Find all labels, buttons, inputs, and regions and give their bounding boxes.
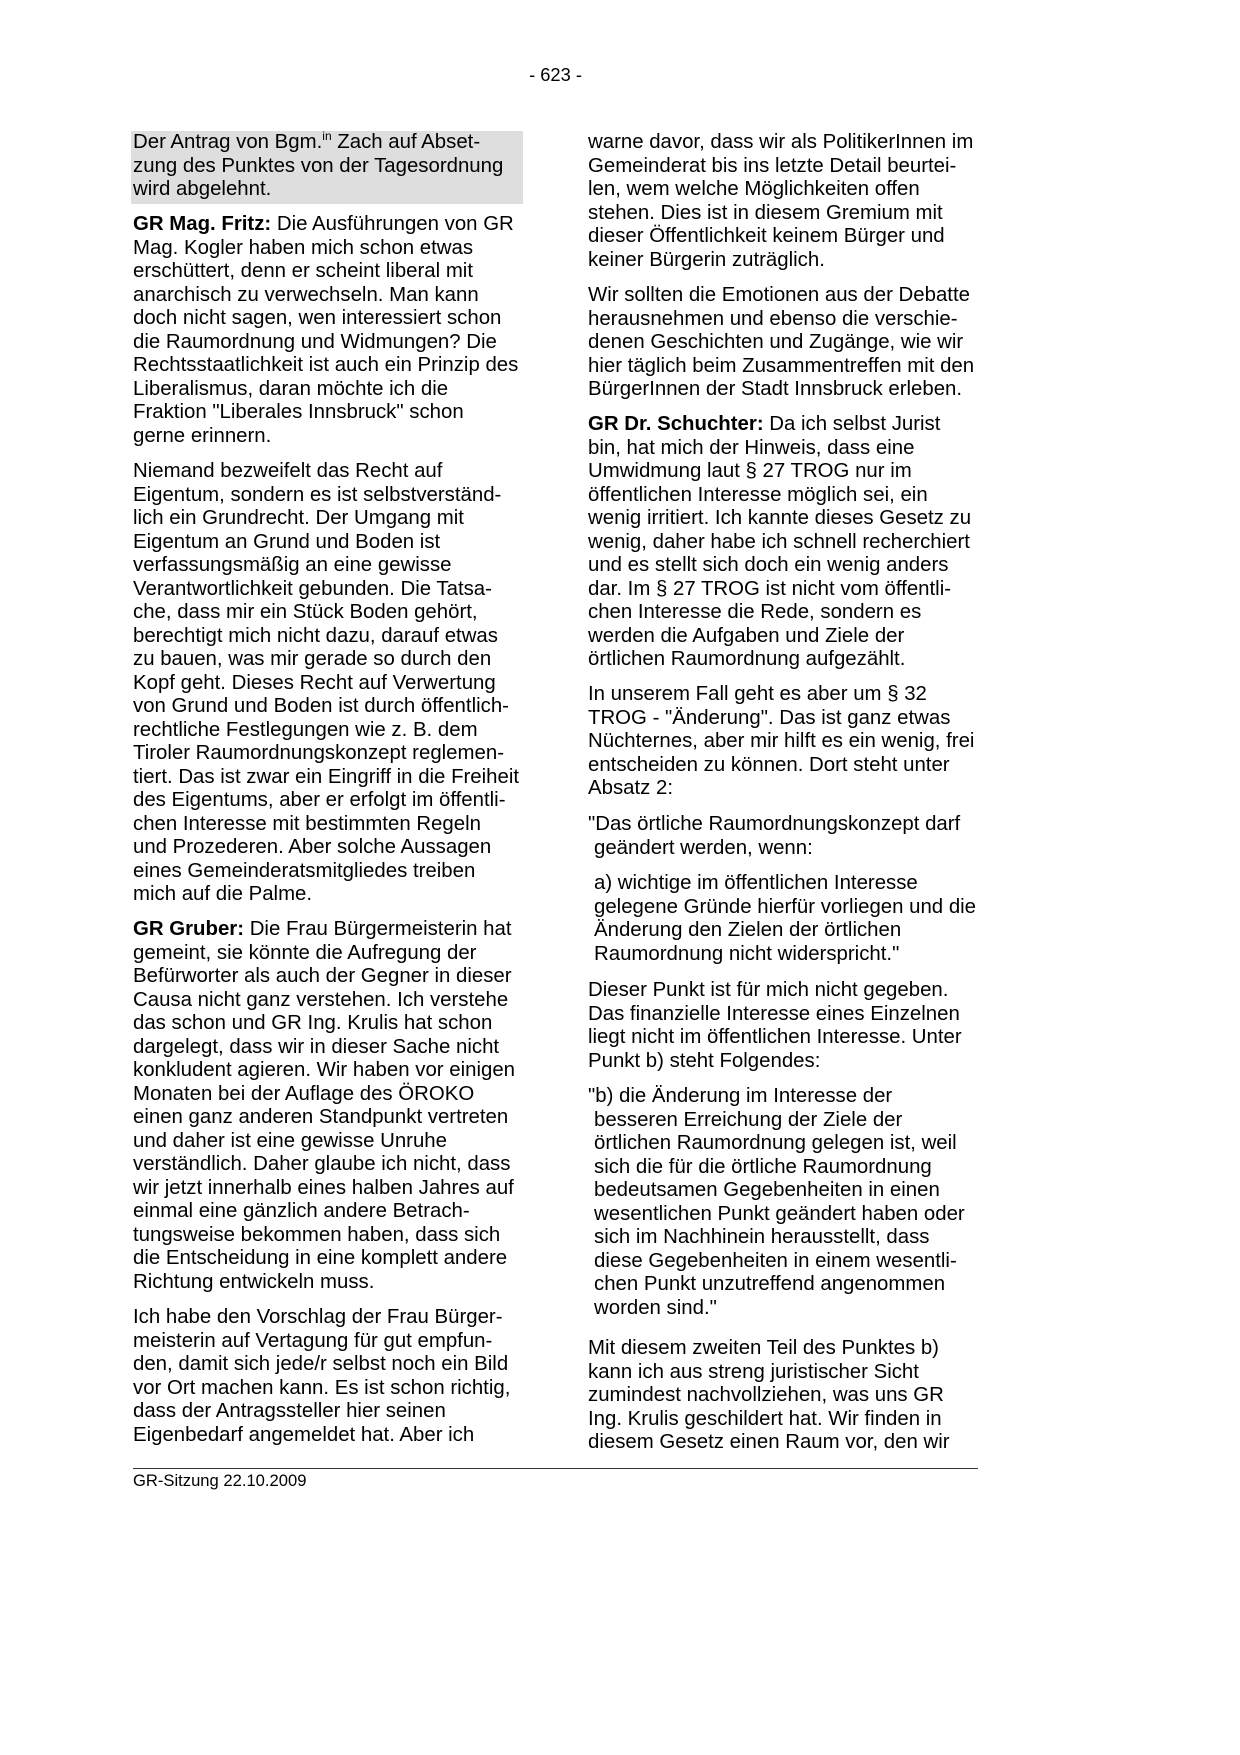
text-line: Tiroler Raumordnungskonzept reglemen- [133,742,504,765]
quote-absatz-2 [588,813,983,860]
text-line: Verantwortlichkeit gebunden. Die Tatsa- [133,577,492,600]
paragraph-gruber [133,918,528,1294]
text-line: Ing. Krulis geschildert hat. Wir finden in [588,1407,942,1430]
text-line: Niemand bezweifelt das Recht auf [133,460,443,483]
text-line: Kopf geht. Dieses Recht auf Verwertung [133,671,496,694]
text-line: Eigenbedarf angemeldet hat. Aber ich [133,1423,475,1446]
text-line: che, dass mir ein Stück Boden gehört, [133,601,478,624]
paragraph-paragraph32 [588,683,983,801]
text-line: gemeint, sie könnte die Aufregung der [133,941,477,964]
text-line: zu bauen, was mir gerade so durch den [133,648,492,671]
text-line: Eigentum an Grund und Boden ist [133,530,441,553]
text-line [588,413,983,437]
paragraph-zweiter-teil [588,1337,983,1455]
text-line: meisterin auf Vertagung für gut empfun- [133,1329,493,1352]
text-line: BürgerInnen der Stadt Innsbruck erleben. [588,378,963,401]
text-line: Nüchternes, aber mir hilft es ein wenig, frei [588,730,975,753]
text-line: diese Gegebenheiten in einem wesentli- [594,1249,957,1272]
paragraph-schuchter [588,413,983,672]
text-line: Gemeinderat bis ins letzte Detail beurtei- [588,154,957,177]
text-line: entscheiden zu können. Dort steht unter [588,753,950,776]
text-line: bin, hat mich der Hinweis, dass eine [588,436,915,459]
text-line: Monaten bei der Auflage des ÖROKO [133,1082,475,1105]
text-line: doch nicht sagen, wen interessiert schon [133,307,502,330]
text-line: kann ich aus streng juristischer Sicht [588,1360,919,1383]
text-line: tiert. Das ist zwar ein Eingriff in die Freiheit [133,765,520,788]
text-line: des Eigentums, aber er erfolgt im öffentli- [133,789,506,812]
text-line: dass der Antragssteller hier seinen [133,1400,446,1423]
text-line: liegt nicht im öffentlichen Interesse. Unter [588,1026,962,1049]
text-line: besseren Erreichung der Ziele der [594,1108,903,1131]
text-run: Da ich selbst Jurist [769,413,941,436]
text-line: Liberalismus, daran möchte ich die [133,377,449,400]
text-line: eines Gemeinderatsmitgliedes treiben [133,859,476,882]
text-line: Mit diesem zweiten Teil des Punktes b) [588,1337,939,1360]
paragraph-vorschlag [133,1306,528,1447]
text-line [133,131,521,155]
paragraph-emotionen [588,284,983,402]
text-run: Der Antrag von Bgm. [133,131,323,153]
text-line: chen Punkt unzutreffend angenommen [594,1273,946,1296]
paragraph-punkt [588,979,983,1073]
text-line: verständlich. Daher glaube ich nicht, dass [133,1153,511,1176]
text-line: und es stellt sich doch ein wenig anders [588,554,949,577]
text-line: Änderung den Zielen der örtlichen [594,919,902,942]
text-line: Dieser Punkt ist für mich nicht gegeben. [588,979,949,1002]
text-line: dar. Im § 27 TROG ist nicht vom öffentli- [588,577,952,600]
text-line: und daher ist eine gewisse Unruhe [133,1129,447,1152]
text-line: rechtliche Festlegungen wie z. B. dem [133,718,478,741]
text-run: Die Frau Bürgermeisterin hat [249,918,512,941]
paragraph-eigentum [133,460,528,907]
text-run: Zach auf Abset- [337,131,481,153]
text-line: Raumordnung nicht widerspricht." [594,942,900,965]
text-line: Ich habe den Vorschlag der Frau Bürger- [133,1306,503,1329]
text-line: diesem Gesetz einen Raum vor, den wir [588,1431,950,1454]
text-line: keiner Bürgerin zuträglich. [588,248,825,271]
speaker-name: GR Dr. Schuchter: [588,413,764,436]
text-line: wenig irritiert. Ich kannte dieses Gesetz zu [588,507,972,530]
text-line: berechtigt mich nicht dazu, darauf etwas [133,624,498,647]
speaker-name: GR Mag. Fritz: [133,213,272,236]
text-line: wenig, daher habe ich schnell recherchiert [588,530,970,553]
text-line: sich die für die örtliche Raumordnung [594,1155,932,1178]
text-line: Eigentum, sondern es ist selbstverständ- [133,483,502,506]
text-line: warne davor, dass wir als PolitikerInnen im [588,131,974,154]
text-line: sich im Nachhinein herausstellt, dass [594,1226,930,1249]
text-line: Absatz 2: [588,777,674,800]
text-line: stehen. Dies ist in diesem Gremium mit [588,201,943,224]
text-line: Mag. Kogler haben mich schon etwas [133,236,474,259]
text-line: chen Interesse die Rede, sondern es [588,601,922,624]
text-line [133,918,528,942]
text-line: dieser Öffentlichkeit keinem Bürger und [588,225,945,248]
text-line: In unserem Fall geht es aber um § 32 [588,683,927,706]
text-line: hier täglich beim Zusammentreffen mit den [588,354,975,377]
text-line: konkludent agieren. Wir haben vor einigen [133,1059,515,1082]
superscript: in [322,129,332,143]
text-line: gerne erinnern. [133,424,272,447]
paragraph-fritz [133,213,528,448]
text-line: TROG - "Änderung". Das ist ganz etwas [588,706,951,729]
text-line: Wir sollten die Emotionen aus der Debatte [588,284,970,307]
text-line: den, damit sich jede/r selbst noch ein Bild [133,1353,509,1376]
text-line: die Raumordnung und Widmungen? Die [133,330,497,353]
text-line: das schon und GR Ing. Krulis hat schon [133,1012,493,1035]
text-line: zung des Punktes von der Tagesordnung [133,154,504,177]
text-line: "b) die Änderung im Interesse der [588,1085,893,1108]
text-line: vor Ort machen kann. Es ist schon richtig, [133,1376,511,1399]
text-line: dargelegt, dass wir in dieser Sache nicht [133,1035,500,1058]
text-line: Das finanzielle Interesse eines Einzelnen [588,1002,960,1025]
text-line: anarchisch zu verwechseln. Man kann [133,283,479,306]
quote-point-a [588,872,983,966]
text-line: mich auf die Palme. [133,883,313,906]
text-line: von Grund und Boden ist durch öffentlich- [133,695,509,718]
text-line: wesentlichen Punkt geändert haben oder [594,1202,965,1225]
text-line: einen ganz anderen Standpunkt vertreten [133,1106,509,1129]
text-line: tungsweise bekommen haben, dass sich [133,1223,501,1246]
text-line: Befürworter als auch der Gegner in dieser [133,965,512,988]
text-line: Umwidmung laut § 27 TROG nur im [588,460,912,483]
text-line: die Entscheidung in eine komplett andere [133,1247,508,1270]
text-line [133,213,528,237]
text-line: wir jetzt innerhalb eines halben Jahres auf [133,1176,514,1199]
text-line: werden die Aufgaben und Ziele der [588,624,905,647]
text-line: Rechtsstaatlichkeit ist auch ein Prinzip des [133,354,519,377]
text-run: Die Ausführungen von GR [276,213,514,236]
text-line: Richtung entwickeln muss. [133,1270,375,1293]
text-line: lich ein Grundrecht. Der Umgang mit [133,507,464,530]
page-number: - 623 - [529,64,582,85]
text-line: a) wichtige im öffentlichen Interesse [594,872,918,895]
text-line: verfassungsmäßig an eine gewisse [133,554,452,577]
text-line: gelegene Gründe hierfür vorliegen und die [594,895,977,918]
text-line: öffentlichen Interesse möglich sei, ein [588,483,928,506]
text-line: wird abgelehnt. [133,178,272,200]
text-line: zumindest nachvollziehen, was uns GR [588,1384,944,1407]
paragraph-warne [588,131,983,272]
text-line: denen Geschichten und Zugänge, wie wir [588,331,964,354]
text-line: örtlichen Raumordnung gelegen ist, weil [594,1132,957,1155]
text-line: erschüttert, denn er scheint liberal mit [133,260,473,283]
footer-session-label: GR-Sitzung 22.10.2009 [133,1471,307,1490]
text-line: herausnehmen und ebenso die verschie- [588,307,958,330]
footer-rule [133,1468,978,1469]
text-line: Causa nicht ganz verstehen. Ich verstehe [133,988,509,1011]
quote-point-b [588,1085,983,1320]
speaker-name: GR Gruber: [133,918,245,941]
text-line: geändert werden, wenn: [594,836,813,859]
text-line: worden sind." [594,1296,717,1319]
text-line: örtlichen Raumordnung aufgezählt. [588,648,906,671]
text-line: "Das örtliche Raumordnungskonzept darf [588,813,961,836]
text-line: chen Interesse mit bestimmten Regeln [133,812,481,835]
text-line: und Prozederen. Aber solche Aussagen [133,836,492,859]
text-line: Fraktion "Liberales Innsbruck" schon [133,401,464,424]
text-line: Punkt b) steht Folgendes: [588,1049,821,1072]
text-line: einmal eine gänzlich andere Betrach- [133,1200,470,1223]
right-column [588,0,983,1460]
text-line: bedeutsamen Gegebenheiten in einen [594,1179,940,1202]
left-column [133,0,528,1460]
decision-box [131,131,523,204]
text-line: len, wem welche Möglichkeiten offen [588,178,920,201]
